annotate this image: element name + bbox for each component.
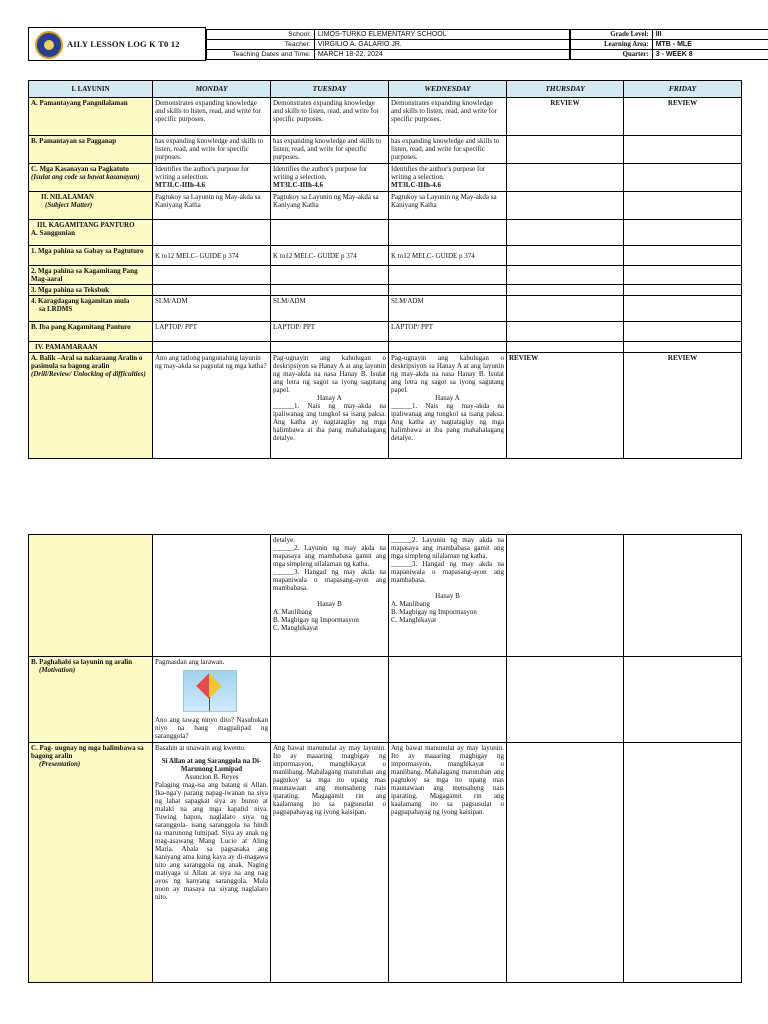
- b2-mon-question: Ano ang tawag ninyo dito? Nasubukan niyo na bang magpalipad ng saranggola?: [155, 716, 268, 740]
- b2-mon-instruction: Pagmasdan ang larawan.: [155, 658, 225, 666]
- iva-tue-item1: ______1. Nais ng may-akda na ipaliwanag ang tungkol sa isang paksa. Ang katha ay nagtataglay ng mga halimbawa at iba pang mahahalagang detalye.: [273, 402, 386, 442]
- log-title: AILY LESSON LOG K T0 12: [67, 39, 180, 49]
- dates-label: Teaching Dates and Time:: [207, 50, 315, 60]
- cont-wed-item3: ______3. Hangad ng may akda na mapaniwala o mapasang-ayon ang mambabasa.: [391, 560, 504, 584]
- story-body: Palaging mag-isa ang batang si Allan. Ika-nga'y parang napag-iwanan na siya ng lahat sapagkat siya ay bunso at malaki na ang mga kapatid niya. Tuwing hapon, naglalaro siya ng saranggola- isang saranggola na hindi na marunong lumipad. Siya ay anak ng mag-asawang Mang Lucio at Aling Maria. Abala sa pagsasaka ang kaniyang ama kung kaya ay di-magawa nito ang saranggola ng anak. Naging matiyaga si Allan at siya na ang nag ayos ng kanyang saranggola. Mula noon ay masaya na siyang naglalaro nito.: [155, 781, 268, 901]
- lesson-grid-page1: [28, 80, 742, 459]
- thursday-header: THURSDAY: [507, 81, 624, 98]
- ii-thu: [507, 192, 624, 220]
- c-mon-text: Identifies the author's purpose for writing a selection.: [155, 165, 250, 181]
- nilalaman-sublabel: (Subject Matter): [45, 201, 93, 209]
- r4-mon: SLM/ADM: [153, 296, 271, 322]
- cont-wed-opt-b: B. Magbigay ng Impormasyon: [391, 608, 477, 616]
- title-box: [28, 27, 206, 61]
- kite-image: [183, 670, 237, 712]
- mag-aaral-label: 2. Mga pahina sa Kagamitang Pang Mag-aaral: [29, 266, 153, 285]
- kasanayan-cell: [29, 164, 153, 192]
- iva-wed-item1: ______1. Nais ng may-akda na ipaliwanag ang tungkol sa isang paksa. Ang katha ay nagtataglay ng mga halimbawa at iba pang mahahalagang detalye.: [391, 402, 504, 442]
- rb-mon: LAPTOP/ PPT: [153, 322, 271, 342]
- nilalaman-cell: [29, 192, 153, 220]
- deped-seal-icon: [35, 31, 63, 59]
- kasanayan-sublabel: (Isulat ang code sa bawat kasanayan): [31, 173, 140, 181]
- ii-wed: Pagtukoy sa Layunin ng May-akda sa Kaniyang Katha: [389, 192, 507, 220]
- balik-aral-sublabel: (Drill/Review/ Unlocking of difficulties): [31, 370, 146, 378]
- header: [28, 27, 768, 61]
- cont-tue: [271, 535, 389, 657]
- rb-wed: LAPTOP/ PPT: [389, 322, 507, 342]
- c2-wed: Ang bawat manunulat ay may layunin. Ito ay maaaring magbigay ng impormasyon, manghikayat o manlibang. Mahalagang matutuhan ang pagtukoy sa mga ito upang mas maunawaan ang mensaheng nais iparating. Magagamit rin ang kaalamang ito sa pagsusulat o pagpapahayag ng iyong kaisipan.: [389, 743, 507, 983]
- cont-tue-detalye: detalye.: [273, 536, 295, 544]
- iva-thu-review: REVIEW: [507, 353, 624, 459]
- grade-label: Grade Level:: [571, 30, 653, 40]
- iba-pang-label: B. Iba pang Kagamitang Panturo: [29, 322, 153, 342]
- a-wed: Demonstrates expanding knowledge and skills to listen, read, and write for specific purposes.: [389, 98, 507, 136]
- r1-wed: K to12 MELC- GUIDE p 374: [389, 246, 507, 266]
- c2-mon-instruction: Basahin at unawain ang kwento.: [155, 744, 246, 752]
- a-thu-review: REVIEW: [507, 98, 624, 136]
- iva-wed-hanay-a: Hanay A: [435, 394, 460, 402]
- cont-wed-item2: ______2. Layunin ng may akda na mapasaya ang mambabasa gamit ang mga simpleng nilalaman ng katha.: [391, 536, 504, 560]
- gabay-label: 1. Mga pahina sa Gabay sa Pagtuturo: [29, 246, 153, 266]
- rb-tue: LAPTOP/ PPT: [271, 322, 389, 342]
- balik-aral-cell: [29, 353, 153, 459]
- iva-tue-hanay-a: Hanay A: [317, 394, 342, 402]
- r4-tue: SLM/ADM: [271, 296, 389, 322]
- cont-tue-opt-a: A. Manlibang: [273, 608, 312, 616]
- b-mon: has expanding knowledge and skills to listen, read, and write for specific purposes.: [153, 136, 271, 164]
- tuesday-header: TUESDAY: [271, 81, 389, 98]
- paghahabi-sublabel: (Motivation): [39, 666, 76, 674]
- cont-wed-hanay-b: Hanay B: [435, 592, 460, 600]
- grade-value: III: [652, 30, 768, 40]
- lrdms-label: 4. Karagdagang kagamitan mula: [31, 297, 130, 305]
- a-tue: Demonstrates expanding knowledge and skills to listen, read, and write for specific purposes.: [271, 98, 389, 136]
- dates-value: MARCH 18-22, 2024: [314, 50, 569, 60]
- pag-uugnay-label: C. Pag- uugnay ng mga halimbawa sa bagong aralin: [31, 744, 144, 760]
- teacher-value: VIRGILIO A. GALARIO JR.: [314, 40, 569, 50]
- teksbuk-label: 3. Mga pahina sa Teksbuk: [29, 285, 153, 296]
- ii-tue: Pagtukoy sa Layunin ng May-akda sa Kaniyang Katha: [271, 192, 389, 220]
- pag-uugnay-cell: [29, 743, 153, 983]
- nilalaman-label: II. NILALAMAN: [41, 193, 94, 201]
- a-mon: Demonstrates expanding knowledge and skills to listen, read, and write for specific purposes.: [153, 98, 271, 136]
- story-title: Si Allan at ang Saranggola na Di-Marunong Lumipad: [161, 757, 262, 773]
- pagganap-label: B. Pamantayan sa Pagganap: [29, 136, 153, 164]
- ii-fri: [624, 192, 742, 220]
- monday-header: MONDAY: [153, 81, 271, 98]
- school-value: LIMOS-TURKO ELEMENTARY SCHOOL: [314, 30, 569, 40]
- c-wed: [389, 164, 507, 192]
- b-thu: [507, 136, 624, 164]
- kagamitan-cell: [29, 220, 153, 246]
- quarter-label: Quarter:: [571, 50, 653, 60]
- sanggunian-label: A. Sanggunian: [31, 229, 75, 237]
- r1-tue: K to12 MELC- GUIDE p 374: [271, 246, 389, 266]
- kagamitan-label: III. KAGAMITANG PANTURO: [37, 221, 135, 229]
- a-fri-review: REVIEW: [624, 98, 742, 136]
- cont-wed: [389, 535, 507, 657]
- balik-aral-label: A. Balik –Aral sa nakaraang Aralin o pasimula sa bagong aralin: [31, 354, 143, 370]
- c-mon: [153, 164, 271, 192]
- lesson-grid-page2: [28, 534, 742, 983]
- c-thu: [507, 164, 624, 192]
- kasanayan-label: C. Mga Kasanayan sa Pagkatuto: [31, 165, 129, 173]
- c-wed-text: Identifies the author's purpose for writing a selection.: [391, 165, 486, 181]
- layunin-heading: I. LAYUNIN: [29, 81, 153, 98]
- b-wed: has expanding knowledge and skills to listen, read, and write for specific purposes.: [389, 136, 507, 164]
- r4-wed: SLM/ADM: [389, 296, 507, 322]
- r1-mon: K to12 MELC- GUIDE p 374: [153, 246, 271, 266]
- iva-wed: [389, 353, 507, 459]
- c-mon-code: MT3LC-IIIh-4.6: [155, 181, 205, 189]
- quarter-value: 3 - WEEK 8: [652, 50, 768, 60]
- cont-tue-opt-b: B. Magbigay ng Impormasyon: [273, 616, 359, 624]
- story-author: Asuncion B. Reyes: [184, 773, 239, 781]
- area-label: Learning Area:: [571, 40, 653, 50]
- b-tue: has expanding knowledge and skills to listen, read, and write for specific purposes.: [271, 136, 389, 164]
- c-fri: [624, 164, 742, 192]
- paghahabi-cell: [29, 657, 153, 743]
- cont-tue-item2: ______2. Layunin ng may akda na mapasaya ang mambabasa gamit ang mga simpleng nilalaman ng katha.: [273, 544, 386, 568]
- friday-header: FRIDAY: [624, 81, 742, 98]
- lrdms-sublabel: sa LRDMS: [39, 305, 73, 313]
- iva-tue: [271, 353, 389, 459]
- cont-tue-opt-c: C. Manghikayat: [273, 624, 319, 632]
- page-2: [0, 530, 768, 1024]
- lrdms-cell: [29, 296, 153, 322]
- c-tue: [271, 164, 389, 192]
- ii-mon: Pagtukoy sa Layunin ng May-akda sa Kaniyang Katha: [153, 192, 271, 220]
- area-value: MTB - MLE: [652, 40, 768, 50]
- cont-wed-opt-c: C. Manghikayat: [391, 616, 437, 624]
- pamantayang-label: A. Pamantayang Pangnilalaman: [29, 98, 153, 136]
- school-label: School:: [207, 30, 315, 40]
- cont-tue-hanay-b: Hanay B: [317, 600, 342, 608]
- c2-mon: [153, 743, 271, 983]
- c-wed-code: MT3LC-IIIh-4.6: [391, 181, 441, 189]
- b-fri: [624, 136, 742, 164]
- iva-wed-instructions: Pag-ugnayin ang kahulugan o deskripsiyon sa Hanay A at ang layunin ng may-akda na nasa Hanay B. Isulat ang letra ng sagot sa iyong sagutang papel.: [391, 354, 504, 394]
- teacher-label: Teacher:: [207, 40, 315, 50]
- iva-mon: Ano ang tatlong pangunahing layunin ng may-akda sa pagsulat ng mga katha?: [153, 353, 271, 459]
- c2-tue: Ang bawat manunulat ay may layunin. Ito ay maaaring magbigay ng impormasyon, manghikayat o manlibang. Mahalagang matutuhan ang pagtukoy sa mga ito upang mas maunawaan ang mensaheng nais iparating. Magagamit rin ang kaalamang ito sa pagsusulat o pagpapahayag ng iyong kaisipan.: [271, 743, 389, 983]
- b2-mon: [153, 657, 271, 743]
- iva-fri-review: REVIEW: [624, 353, 742, 459]
- paghahabi-label: B. Paghahabi sa layunin ng aralin: [31, 658, 133, 666]
- c-tue-text: Identifies the author's purpose for writing a selection.: [273, 165, 368, 181]
- grade-info-table: [570, 29, 768, 60]
- page-1: [0, 0, 768, 505]
- cont-tue-item3: ______3. Hangad ng may akda na mapaniwala o mapasang-ayon ang mambabasa.: [273, 568, 386, 592]
- pag-uugnay-sublabel: (Presentation): [39, 760, 81, 768]
- c-tue-code: MT3LC-IIIh-4.6: [273, 181, 323, 189]
- wednesday-header: WEDNESDAY: [389, 81, 507, 98]
- iva-tue-instructions: Pag-ugnayin ang kahulugan o deskripsiyon sa Hanay A at ang layunin ng may-akda na nasa Hanay B. Isulat ang letra ng sagot sa iyong sagutang papel.: [273, 354, 386, 394]
- cont-wed-opt-a: A. Manlibang: [391, 600, 430, 608]
- pamamaraan-label: IV. PAMAMARAAN: [29, 342, 153, 353]
- school-info-table: [206, 29, 570, 60]
